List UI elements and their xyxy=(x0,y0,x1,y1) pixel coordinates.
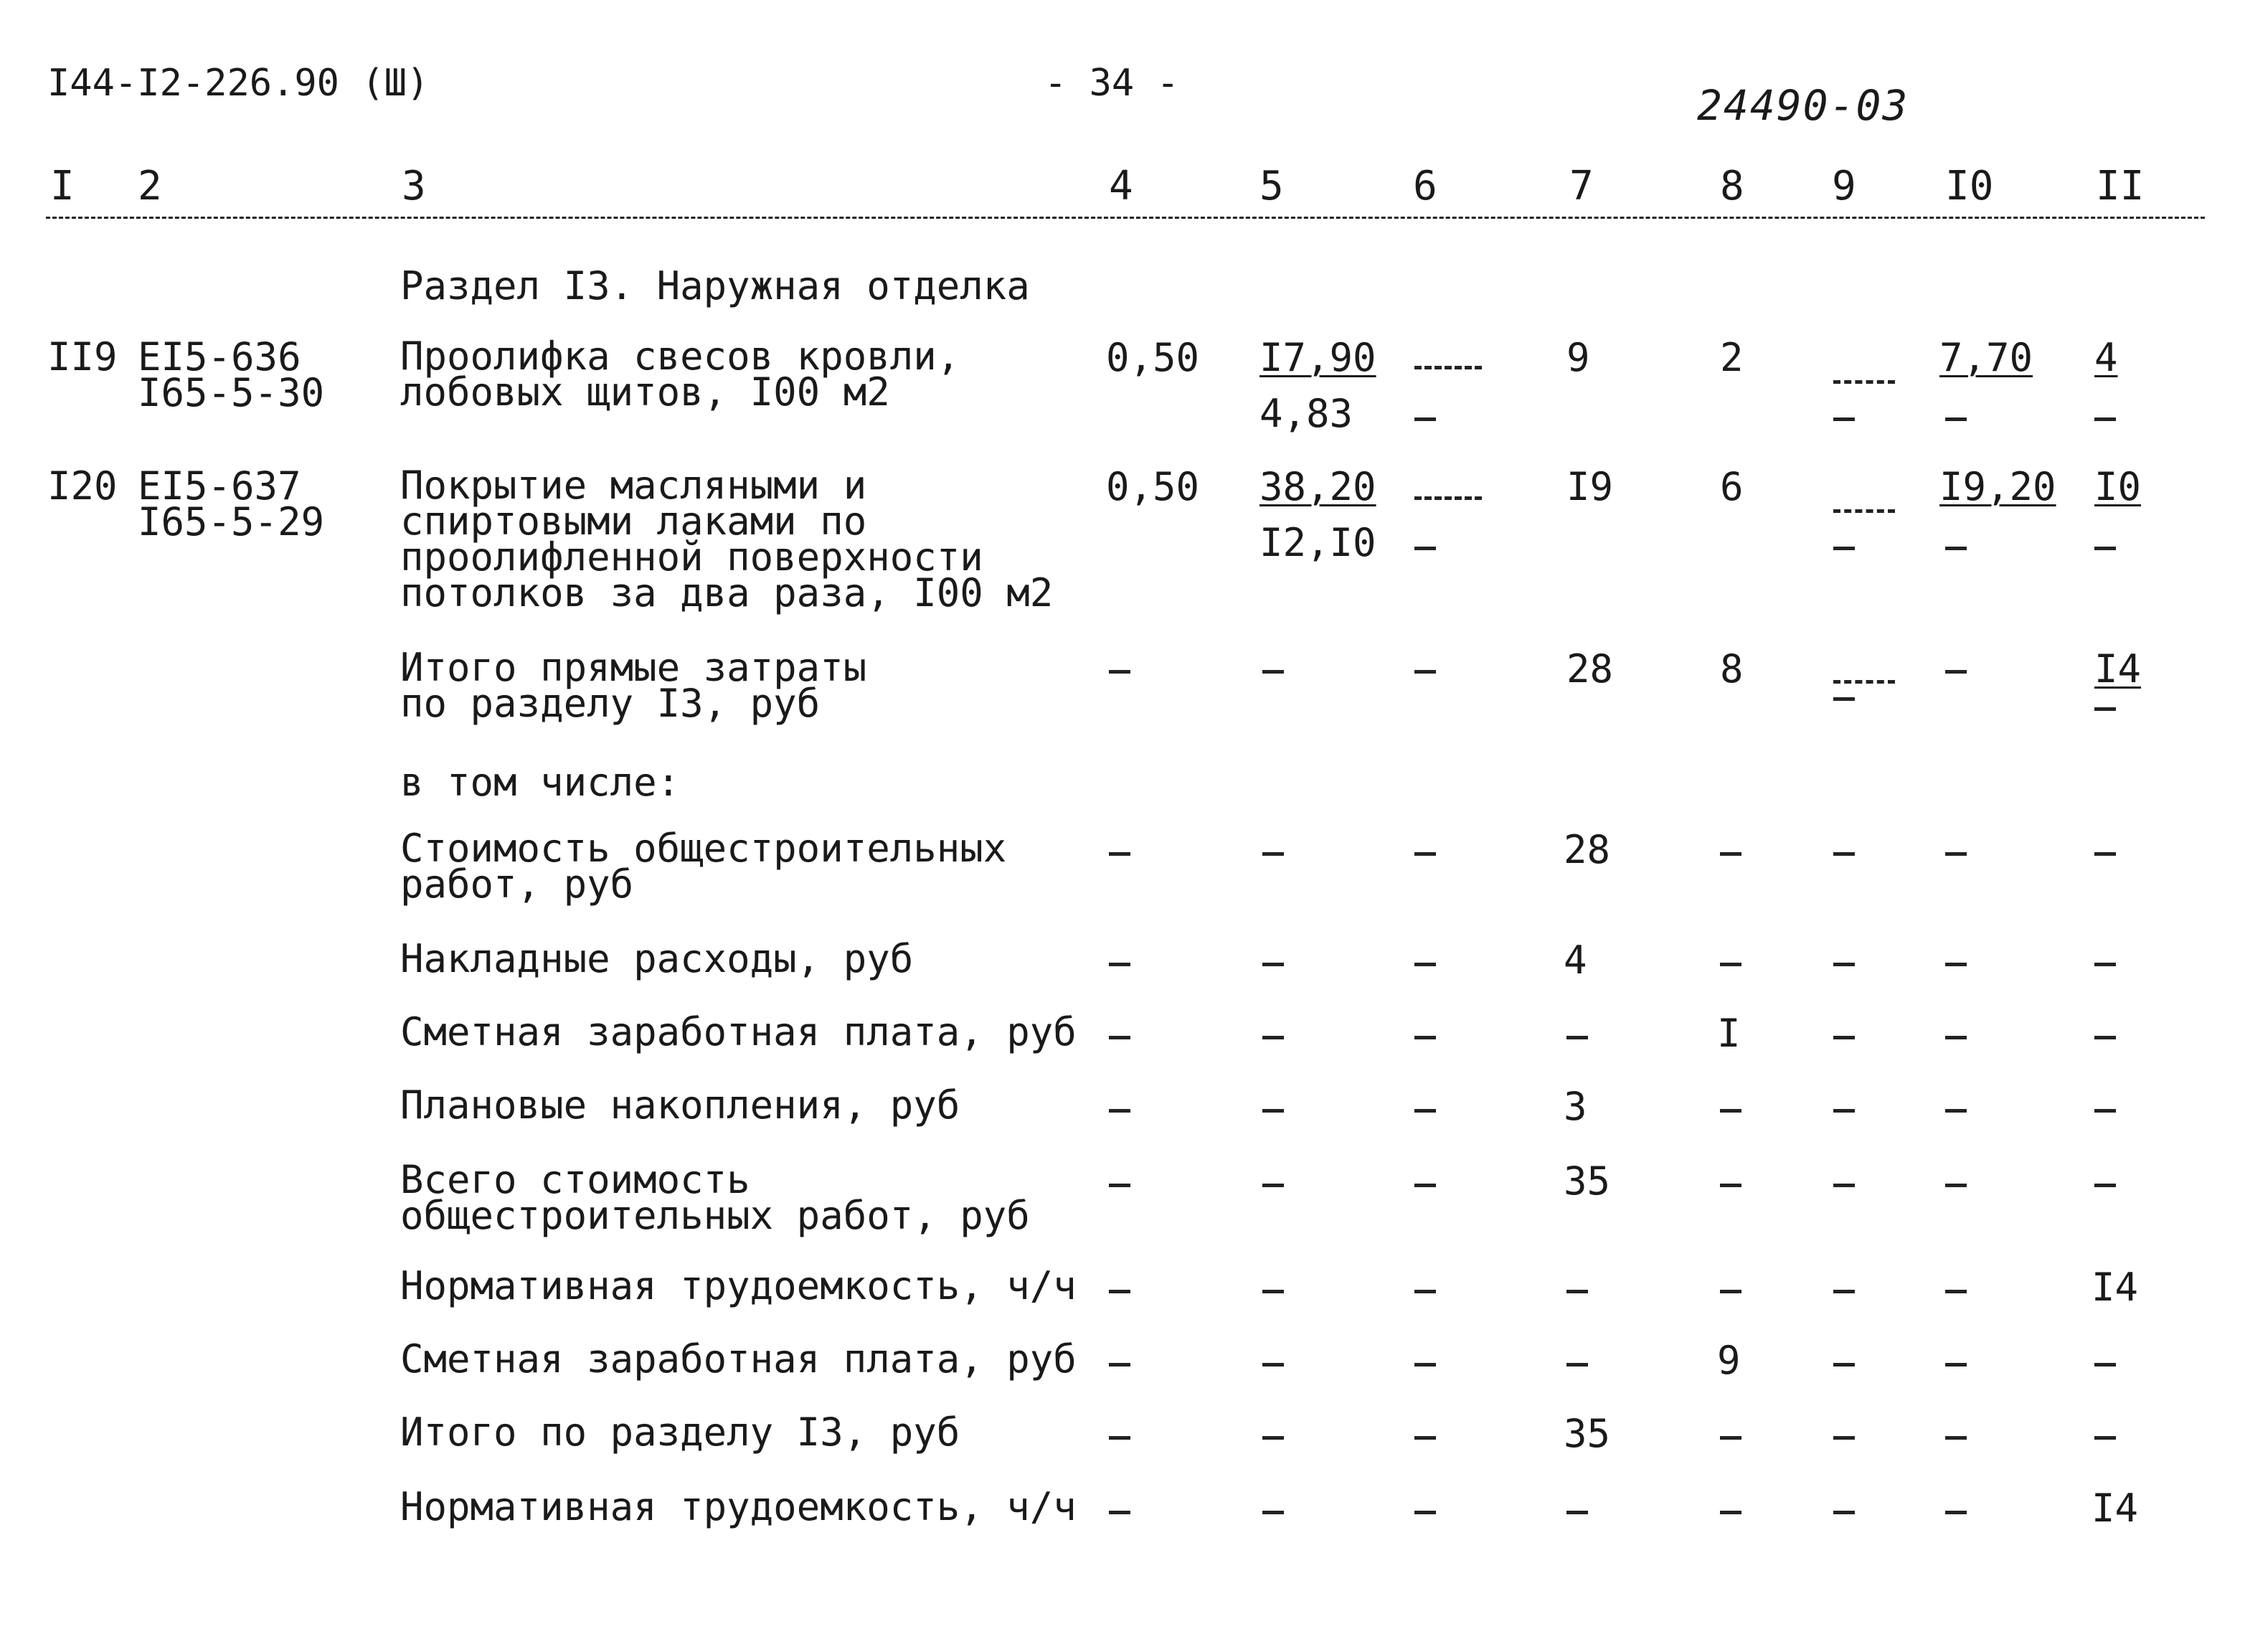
item-code-secondary: I65-5-30 xyxy=(138,370,325,415)
dash xyxy=(2094,1363,2116,1367)
dash xyxy=(1262,1109,1284,1113)
col-num-1: I xyxy=(50,163,75,209)
section-title: Раздел I3. Наружная отделка xyxy=(400,263,1030,308)
dash xyxy=(1720,1290,1741,1293)
dash xyxy=(1833,963,1855,966)
dash xyxy=(2094,852,2116,856)
item-unit-wage: 4,83 xyxy=(1259,391,1353,436)
dash xyxy=(1833,852,1855,856)
including-label: в том числе: xyxy=(400,760,681,805)
summary-row-label: Стоимость общестроительных работ, руб xyxy=(400,826,1007,907)
handwritten-number: 24490-03 xyxy=(1697,81,1909,130)
dash xyxy=(1414,1184,1436,1187)
total-direct-label: Итого прямые затраты по разделу I3, руб xyxy=(400,645,867,726)
dash xyxy=(1262,963,1284,966)
dash xyxy=(1262,1184,1284,1187)
dash xyxy=(1720,1184,1741,1187)
dash xyxy=(1720,1436,1741,1440)
summary-row-c7: 4 xyxy=(1564,938,1587,983)
summary-row-label: Накладные расходы, руб xyxy=(400,936,914,981)
dash xyxy=(1414,1290,1436,1293)
dash xyxy=(1109,1511,1130,1514)
dash xyxy=(1945,1036,1967,1039)
dash xyxy=(1414,963,1436,966)
item-number: I20 xyxy=(47,463,118,509)
col-num-11: II xyxy=(2096,163,2145,209)
item-unit-cost: 38,20 xyxy=(1259,464,1376,509)
summary-row-c7: 28 xyxy=(1564,827,1611,872)
item-total-cost: 9 xyxy=(1566,335,1590,380)
dash xyxy=(1566,1363,1588,1367)
item-labor-cost: 7,70 xyxy=(1939,335,2033,380)
summary-row-label: Нормативная трудоемкость, ч/ч xyxy=(400,1484,1077,1529)
dash xyxy=(1945,852,1967,856)
dash xyxy=(1945,1436,1967,1440)
summary-row-label: Итого по разделу I3, руб xyxy=(400,1410,960,1455)
item-quantity: 0,50 xyxy=(1106,464,1200,509)
dash xyxy=(2094,707,2116,711)
dash xyxy=(1833,1036,1855,1039)
dash xyxy=(1833,1436,1855,1440)
col-num-10: I0 xyxy=(1945,163,1994,209)
dash xyxy=(1720,1511,1741,1514)
dash xyxy=(1833,509,1895,513)
item-labor-hours: 4 xyxy=(2094,335,2118,380)
dash xyxy=(1109,1036,1130,1039)
summary-row-c7: 35 xyxy=(1564,1158,1611,1204)
summary-row-label: Всего стоимость общестроительных работ, руб xyxy=(400,1157,1030,1238)
item-code-secondary: I65-5-29 xyxy=(138,499,325,544)
dash xyxy=(1833,1290,1855,1293)
item-total-cost: I9 xyxy=(1566,464,1614,509)
dash xyxy=(1945,670,1967,674)
dash xyxy=(1414,496,1482,500)
item-number: II9 xyxy=(47,334,118,379)
dash xyxy=(1833,547,1855,550)
col-num-4: 4 xyxy=(1109,163,1133,209)
col-num-2: 2 xyxy=(138,163,162,209)
dash xyxy=(1414,670,1436,674)
dash xyxy=(1262,1036,1284,1039)
item-description: Проолифка свесов кровли, лобовых щитов, I00 м2 xyxy=(400,334,960,415)
dash xyxy=(1109,1363,1130,1367)
dash xyxy=(1262,1290,1284,1293)
dash xyxy=(1720,1109,1741,1113)
dash xyxy=(1566,1036,1588,1039)
dash xyxy=(2094,963,2116,966)
dash xyxy=(1833,697,1855,701)
dash xyxy=(1109,670,1130,674)
dash xyxy=(1945,1363,1967,1367)
dash xyxy=(1945,963,1967,966)
dash xyxy=(1720,852,1741,856)
dash xyxy=(1945,1184,1967,1187)
dash xyxy=(1833,380,1895,384)
summary-row-label: Плановые накопления, руб xyxy=(400,1082,960,1128)
summary-row-label: Сметная заработная плата, руб xyxy=(400,1009,1077,1054)
col-num-9: 9 xyxy=(1832,163,1856,209)
dash xyxy=(2094,547,2116,550)
dash xyxy=(1262,1436,1284,1440)
item-code-primary: EI5-636 xyxy=(138,334,301,379)
col-num-7: 7 xyxy=(1569,163,1594,209)
dash xyxy=(2094,1184,2116,1187)
summary-row-c7: 35 xyxy=(1564,1411,1611,1456)
summary-row-c11: I4 xyxy=(2092,1265,2139,1310)
dash xyxy=(1833,1184,1855,1187)
page-number: - 34 - xyxy=(1044,62,1179,105)
dash xyxy=(1109,852,1130,856)
total-direct-wage: 8 xyxy=(1720,646,1744,692)
item-unit-wage: I2,I0 xyxy=(1259,520,1376,565)
dash xyxy=(1833,1511,1855,1514)
dash xyxy=(2094,1036,2116,1039)
dash xyxy=(1262,1511,1284,1514)
dash xyxy=(1945,547,1967,550)
item-description: Покрытие масляными и спиртовыми лаками по проолифленной поверхности потолков за два раза, I00 м2 xyxy=(400,463,1054,615)
item-labor-hours: I0 xyxy=(2094,464,2142,509)
dash xyxy=(1414,547,1436,550)
dash xyxy=(1833,417,1855,421)
col-num-6: 6 xyxy=(1413,163,1437,209)
dash xyxy=(1414,1036,1436,1039)
dash xyxy=(1109,1436,1130,1440)
item-quantity: 0,50 xyxy=(1106,335,1200,380)
item-unit-cost: I7,90 xyxy=(1259,335,1376,380)
document-code: I44-I2-226.90 (Ш) xyxy=(47,62,430,105)
item-total-wage: 6 xyxy=(1720,464,1744,509)
summary-row-c8: 9 xyxy=(1717,1338,1741,1383)
summary-row-label: Сметная заработная плата, руб xyxy=(400,1336,1077,1382)
dash xyxy=(1945,1290,1967,1293)
dash xyxy=(1945,1511,1967,1514)
dash xyxy=(1566,1290,1588,1293)
dash xyxy=(1566,1511,1588,1514)
dash xyxy=(1414,852,1436,856)
dash xyxy=(1414,1363,1436,1367)
summary-row-label: Нормативная трудоемкость, ч/ч xyxy=(400,1263,1077,1308)
dash xyxy=(1833,680,1895,684)
dash xyxy=(1414,1511,1436,1514)
dash xyxy=(1414,1109,1436,1113)
dash xyxy=(1833,1363,1855,1367)
dash xyxy=(1109,963,1130,966)
item-labor-cost: I9,20 xyxy=(1939,464,2056,509)
dash xyxy=(1414,366,1482,369)
col-num-5: 5 xyxy=(1259,163,1284,209)
dash xyxy=(2094,417,2116,421)
dash xyxy=(1720,963,1741,966)
dash xyxy=(1109,1290,1130,1293)
dash xyxy=(1109,1109,1130,1113)
dash xyxy=(2094,1436,2116,1440)
dash xyxy=(1945,417,1967,421)
dash xyxy=(1414,417,1436,421)
dash xyxy=(1109,1184,1130,1187)
dash xyxy=(1414,1436,1436,1440)
dash xyxy=(1262,1363,1284,1367)
header-divider xyxy=(46,217,2205,219)
item-total-wage: 2 xyxy=(1720,335,1744,380)
dash xyxy=(1945,1109,1967,1113)
col-num-8: 8 xyxy=(1720,163,1744,209)
total-direct-hours: I4 xyxy=(2094,646,2142,692)
dash xyxy=(1262,670,1284,674)
col-num-3: 3 xyxy=(402,163,426,209)
dash xyxy=(1833,1109,1855,1113)
dash xyxy=(2094,1109,2116,1113)
dash xyxy=(1262,852,1284,856)
summary-row-c7: 3 xyxy=(1564,1084,1587,1129)
summary-row-c11: I4 xyxy=(2092,1486,2139,1531)
summary-row-c8: I xyxy=(1717,1011,1741,1056)
item-code-primary: EI5-637 xyxy=(138,463,301,509)
total-direct-cost: 28 xyxy=(1566,646,1614,692)
